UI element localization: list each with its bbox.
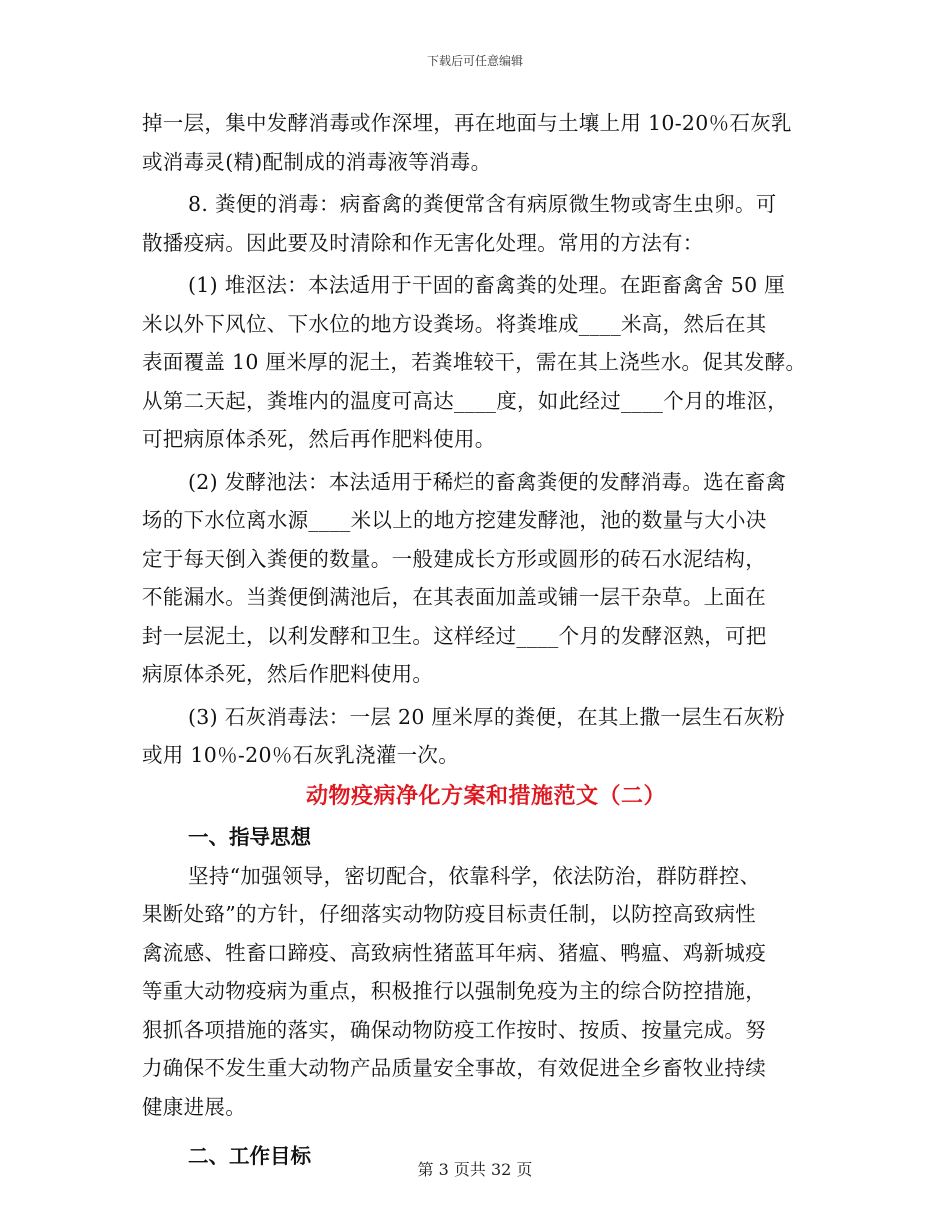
text-line: 掉一层，集中发酵消毒或作深埋，再在地面与土壤上用 10-20％石灰乳 [142, 111, 792, 135]
paragraph-guiding-ideology [142, 857, 822, 1127]
text-line: 散播疫病。因此要及时清除和作无害化处理。常用的方法有： [142, 230, 704, 255]
text-line: 或消毒灵(精)配制成的消毒液等消毒。 [142, 149, 492, 174]
text-line: (3) 石灰消毒法：一层 20 厘米厚的粪便，在其上撒一层生石灰粉 [188, 704, 786, 729]
text-line: 场的下水位离水源____米以上的地方挖建发酵池，池的数量与大小决 [142, 508, 767, 532]
text-line: (2) 发酵池法：本法适用于稀烂的畜禽粪便的发酵消毒。选在畜禽 [188, 469, 787, 494]
text-line: 米以外下风位、下水位的地方设粪场。将粪堆成____米高，然后在其 [142, 311, 767, 336]
text-line: 表面覆盖 10 厘米厚的泥土，若粪堆较干，需在其上浇些水。促其发酵。 [142, 350, 807, 374]
heading-guiding-ideology: 一、指导思想 [188, 824, 311, 849]
section-title: 动物疫病净化方案和措施范文（二） [305, 782, 666, 809]
text-line: 或用 10％-20％石灰乳浇灌一次。 [142, 743, 460, 767]
text-line: 从第二天起，粪堆内的温度可高达____度，如此经过____个月的堆沤， [142, 388, 788, 413]
text-line: 坚持“加强领导，密切配合，依靠科学，依法防治，群防群控、 [188, 863, 761, 888]
text-line: 力确保不发生重大动物产品质量安全事故，有效促进全乡畜牧业持续 [142, 1056, 766, 1080]
paragraph-composting-method [142, 266, 822, 459]
text-line: 病原体杀死，然后作肥料使用。 [142, 662, 434, 686]
paragraph-fermentation-pool [142, 463, 822, 694]
text-line: 可把病原体杀死，然后再作肥料使用。 [142, 427, 496, 451]
text-line: 不能漏水。当粪便倒满池后，在其表面加盖或铺一层干杂草。上面在 [142, 585, 766, 609]
text-line: 果断处臵”的方针，仔细落实动物防疫目标责任制，以防控高致病性 [142, 902, 756, 926]
heading-work-goals: 二、工作目标 [188, 1144, 311, 1168]
text-line: 等重大动物疫病为重点，积极推行以强制免疫为主的综合防控措施， [142, 979, 766, 1003]
page-header: 下载后可任意编辑 [426, 54, 523, 68]
text-line: 禽流感、牲畜口蹄疫、高致病性猪蓝耳年病、猪瘟、鸭瘟、鸡新城疫 [142, 940, 766, 965]
text-line: 封一层泥土，以利发酵和卫生。这样经过____个月的发酵沤熟，可把 [142, 623, 767, 648]
document-body [142, 104, 822, 1176]
page-footer: 第 3 页共 32 页 [417, 1160, 533, 1179]
text-line: 健康进展。 [142, 1094, 246, 1119]
paragraph-continuation [142, 104, 822, 181]
text-line: 8. 粪便的消毒：病畜禽的粪便常含有病原微生物或寄生虫卵。可 [188, 192, 777, 216]
text-line: (1) 堆沤法：本法适用于干固的畜禽粪的处理。在距畜禽舍 50 厘 [188, 273, 786, 297]
text-line: 狠抓各项措施的落实，确保动物防疫工作按时、按质、按量完成。努 [142, 1017, 766, 1042]
paragraph-lime-method [142, 698, 822, 775]
text-line: 定于每天倒入粪便的数量。一般建成长方形或圆形的砖石水泥结构， [142, 546, 766, 571]
paragraph-manure-disinfection [142, 185, 822, 262]
